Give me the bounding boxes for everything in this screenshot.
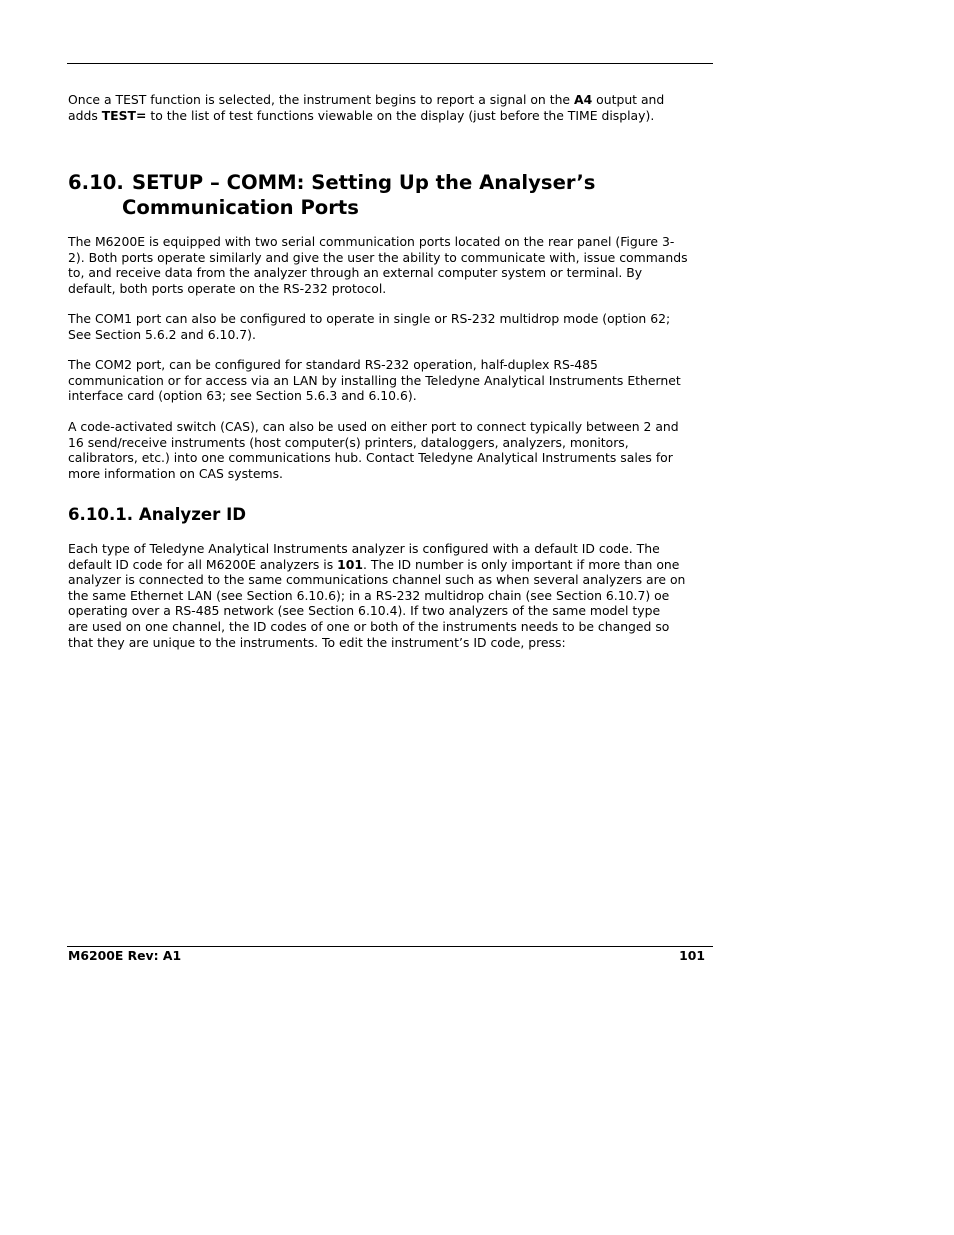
paragraph-com1: The COM1 port can also be configured to operate in single or RS-232 multidrop mode (option 62; See Section 5.6.2 and 6.10.7).	[68, 311, 671, 342]
header-rule	[67, 63, 713, 64]
footer-page-number: 101	[679, 948, 705, 963]
paragraph-comm-ports: The M6200E is equipped with two serial communication ports located on the rear panel (Figure 3- 2). Both ports operate similarly and give the user the ability to communicate with, issue commands to, and receive data from the analyzer through an external computer system or terminal. By default, both ports operate on the RS-232 protocol.	[68, 234, 688, 296]
paragraph-cas: A code-activated switch (CAS), can also be used on either port to connect typically between 2 and 16 send/receive instruments (host computer(s) printers, dataloggers, analyzers, monitors, calibrators, etc.) into one communications hub. Contact Teledyne Analytical Instruments sales for more information on CAS systems.	[68, 419, 679, 481]
paragraph-com2: The COM2 port, can be configured for standard RS-232 operation, half-duplex RS-485 communication or for access via an LAN by installing the Teledyne Analytical Instruments Ethernet interface card (option 63; see Section 5.6.3 and 6.10.6).	[68, 357, 681, 404]
section-heading: 6.10. SETUP – COMM: Setting Up the Analyser’s Communication Ports	[68, 171, 596, 219]
footer-doc-rev: M6200E Rev: A1	[68, 948, 182, 963]
paragraph-analyzer-id: Each type of Teledyne Analytical Instruments analyzer is configured with a default ID code. The default ID code for all M6200E analyzers is 101. The ID number is only important if more than one analyzer is connected to the same communications channel such as when several analyzers are on the same Ethernet LAN (see Section 6.10.6); in a RS-232 multidrop chain (see Section 6.10.7) oe operating over a RS-485 network (see Section 6.10.4). If two analyzers of the same model type are used on one channel, the ID codes of one or both of the instruments needs to be changed so that they are unique to the instruments. To edit the instrument’s ID code, press:	[68, 541, 686, 650]
subsection-heading: 6.10.1. Analyzer ID	[68, 505, 247, 524]
footer-rule	[67, 946, 713, 947]
intro-paragraph: Once a TEST function is selected, the instrument begins to report a signal on the A4 output and adds TEST= to the list of test functions viewable on the display (just before the TIME display).	[68, 92, 665, 123]
